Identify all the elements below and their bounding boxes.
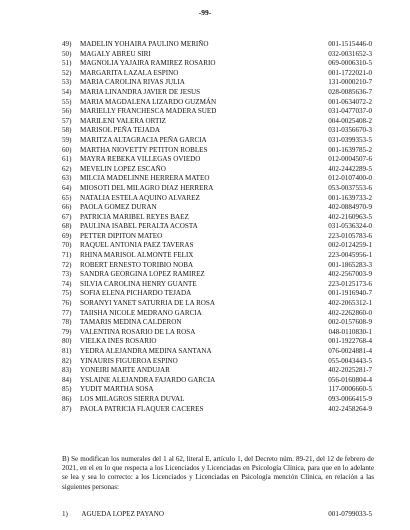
- entry-id: 223-0125173-6: [328, 279, 372, 288]
- entry-name: YUDIT MARTHA SOSA: [80, 385, 154, 394]
- entry-name: MARITZA ALTAGRACIA PEÑA GARCIA: [80, 135, 207, 144]
- entry-name: NATALIA ESTELA AQUINO ALVAREZ: [80, 193, 200, 202]
- list-item: [62, 213, 372, 223]
- entry-id: 001-1515446-0: [328, 40, 372, 48]
- entry-number: 68): [62, 222, 72, 231]
- entry-id: 001-1916940-7: [328, 289, 372, 298]
- entry-number: 70): [62, 241, 72, 250]
- list-item: [62, 280, 372, 290]
- entry-name: LOS MILAGROS SIERRA DUVAL: [80, 394, 185, 403]
- list-item: [62, 165, 372, 175]
- list-item: [62, 357, 372, 367]
- list-item: [62, 174, 372, 184]
- entry-id: 001-1922768-4: [328, 337, 372, 346]
- entry-id: 001-1639785-2: [328, 145, 372, 154]
- entry-id: 028-0085636-7: [328, 87, 372, 96]
- list-item: [62, 88, 372, 98]
- entry-id: 069-0006310-5: [328, 59, 372, 68]
- list-item: [62, 347, 372, 357]
- list-item: [62, 59, 372, 69]
- entry-number: 87): [62, 404, 72, 413]
- entry-name: MIOSOTI DEL MILAGRO DIAZ HERRERA: [80, 183, 214, 192]
- list-item: [62, 222, 372, 232]
- list-item: [62, 155, 372, 165]
- entry-name: PAOLA GOMEZ DURAN: [80, 203, 157, 212]
- entry-number: 53): [62, 78, 72, 87]
- entry-name: TAMARIS MEDINA CALDERON: [80, 318, 182, 327]
- entry-number: 74): [62, 279, 72, 288]
- entry-id: 223-0045956-1: [328, 251, 372, 260]
- entry-number: 1): [62, 510, 68, 518]
- list-item: [62, 328, 372, 338]
- list-item: [62, 69, 372, 79]
- entry-number: 64): [62, 183, 72, 192]
- list-item: [62, 117, 372, 127]
- entry-id: 076-0024881-4: [328, 347, 372, 355]
- list-item: [62, 78, 372, 88]
- entry-number: 78): [62, 318, 72, 327]
- list-item: [62, 241, 372, 251]
- entry-id: 402-2065312-1: [328, 299, 372, 308]
- list-item: [62, 366, 372, 376]
- graduate-list: [62, 40, 372, 414]
- entry-name: MAGALY ABREU SIRI: [80, 49, 151, 58]
- list-item: [62, 203, 372, 213]
- list-item: [62, 289, 372, 299]
- entry-number: 51): [62, 59, 72, 68]
- list-item: [62, 184, 372, 194]
- entry-number: 84): [62, 375, 72, 384]
- entry-id: 402-2262860-0: [328, 308, 372, 317]
- entry-number: 60): [62, 145, 72, 154]
- entry-name: MEVELIN LOPEZ ESCAÑO: [80, 164, 166, 173]
- list-item: [62, 405, 372, 415]
- list-item: [62, 299, 372, 309]
- entry-name: SANDRA GEORGINA LOPEZ RAMIREZ: [80, 270, 205, 279]
- list-item: [62, 376, 372, 386]
- entry-name: YSLAINE ALEJANDRA FAJARDO GARCIA: [80, 375, 216, 384]
- entry-id: 031-0399353-5: [328, 135, 372, 144]
- entry-number: 57): [62, 116, 72, 125]
- entry-name: SILVIA CAROLINA HENRY GUANTE: [80, 279, 197, 288]
- entry-number: 71): [62, 251, 72, 260]
- entry-number: 76): [62, 299, 72, 308]
- entry-number: 50): [62, 49, 72, 58]
- entry-name: SOFIA ELENA PICHARDO TEJADA: [80, 289, 192, 298]
- entry-id: 012-0004507-6: [328, 155, 372, 164]
- entry-number: 81): [62, 347, 72, 355]
- entry-id: 002-0124259-1: [328, 241, 372, 250]
- page-number: -99-: [198, 8, 212, 17]
- entry-name: AGUEDA LOPEZ PAYANO: [81, 510, 165, 518]
- entry-number: 54): [62, 87, 72, 96]
- entry-name: MARIA MAGDALENA LIZARDO GUZMÁN: [80, 97, 217, 106]
- entry-id: 402-2025281-7: [328, 366, 372, 375]
- entry-name: VIELKA INES ROSARIO: [80, 337, 157, 346]
- list-item: [62, 136, 372, 146]
- list-item: [62, 126, 372, 136]
- entry-number: 72): [62, 260, 72, 269]
- list-item: [62, 232, 372, 242]
- entry-number: 55): [62, 97, 72, 106]
- entry-number: 65): [62, 193, 72, 202]
- entry-id: 048-0110830-1: [328, 327, 372, 336]
- entry-name: MARIA LINANDRA JAVIER DE JESUS: [80, 87, 201, 96]
- list-item: [62, 510, 372, 520]
- list-item: [62, 251, 372, 261]
- entry-name: YINAURIS FIGUEROA ESPINO: [80, 356, 178, 365]
- entry-number: 49): [62, 40, 72, 48]
- entry-id: 031-0356670-3: [328, 126, 372, 135]
- entry-number: 82): [62, 356, 72, 365]
- entry-id: 402-0884970-9: [328, 203, 372, 212]
- list-item: [62, 50, 372, 60]
- entry-id: 131-0000210-7: [328, 78, 372, 87]
- entry-number: 80): [62, 337, 72, 346]
- entry-id: 402-2160963-5: [328, 212, 372, 221]
- entry-number: 58): [62, 126, 72, 135]
- entry-number: 85): [62, 385, 72, 394]
- entry-name: MARIA CAROLINA RIVAS JULIA: [80, 78, 185, 87]
- entry-name: MARGARITA LAZALA ESPINO: [80, 68, 179, 77]
- entry-name: TAIISHA NICOLE MEDRANO GARCIA: [80, 308, 202, 317]
- entry-number: 86): [62, 394, 72, 403]
- entry-id: 056-0160804-4: [328, 375, 372, 384]
- entry-name: MARIELLY FRANCHESCA MADERA SUED: [80, 107, 217, 116]
- entry-name: MAGNOLIA YAJAIRA RAMIREZ ROSARIO: [80, 59, 216, 68]
- entry-name: PAOLA PATRICIA FLAQUER CACERES: [80, 404, 204, 413]
- entry-number: 67): [62, 212, 72, 221]
- list-item: [62, 40, 372, 50]
- entry-name: SORANYI YANET SATURRIA DE LA ROSA: [80, 299, 215, 308]
- entry-id: 055-0043443-5: [328, 356, 372, 365]
- list-item: [62, 309, 372, 319]
- entry-name: PAULINA ISABEL PERALTA ACOSTA: [80, 222, 198, 231]
- entry-id: 001-0634072-2: [328, 97, 372, 106]
- entry-name: YEDRA ALEJANDRA MEDINA SANTANA: [80, 347, 212, 355]
- entry-name: PETTER DIPITON MATEO: [80, 231, 163, 240]
- entry-name: MARILENI VALERA ORTIZ: [80, 116, 167, 125]
- entry-id: 002-0157608-9: [328, 318, 372, 327]
- entry-number: 59): [62, 135, 72, 144]
- entry-number: 83): [62, 366, 72, 375]
- entry-id: 001-1639733-2: [328, 193, 372, 202]
- entry-number: 75): [62, 289, 72, 298]
- entry-number: 61): [62, 155, 72, 164]
- entry-name: PATRICIA MARIBEL REYES BAEZ: [80, 212, 189, 221]
- entry-number: 56): [62, 107, 72, 116]
- entry-number: 66): [62, 203, 72, 212]
- entry-id: 223-0105783-6: [328, 231, 372, 240]
- list-item: [62, 107, 372, 117]
- entry-id: 402-2458264-9: [328, 404, 372, 413]
- entry-name: RHINA MARISOL ALMONTE FELIX: [80, 251, 194, 260]
- entry-name: YONEIRI MARTE ANDUJAR: [80, 366, 170, 375]
- list-item: [62, 194, 372, 204]
- entry-number: 79): [62, 327, 72, 336]
- entry-id: 402-2442289-5: [328, 164, 372, 173]
- entry-number: 73): [62, 270, 72, 279]
- entry-number: 52): [62, 68, 72, 77]
- list-item: [62, 146, 372, 156]
- entry-name: VALENTINA ROSARIO DE LA ROSA: [80, 327, 196, 336]
- entry-name: MADELIN YOHAIRA PAULINO MERIÑO: [80, 40, 209, 48]
- list-item: [62, 337, 372, 347]
- entry-name: MILCIA MADELINNE HERRERA MATEO: [80, 174, 210, 183]
- list-item: [62, 261, 372, 271]
- list-item: [62, 385, 372, 395]
- list-item: [62, 318, 372, 328]
- entry-number: 69): [62, 231, 72, 240]
- entry-id: 012-0107400-0: [328, 174, 372, 183]
- entry-id: 004-0025408-2: [328, 116, 372, 125]
- entry-id: 001-1722021-0: [328, 68, 372, 77]
- entry-name: MARISOL PEÑA TEJADA: [80, 126, 161, 135]
- entry-id: 402-2567003-9: [328, 270, 372, 279]
- entry-id: 031-0536324-0: [328, 222, 372, 231]
- entry-name: ROBERT ERNESTO TORIBIO NOBA: [80, 260, 194, 269]
- entry-id: 093-0066415-9: [328, 394, 372, 403]
- entry-id: 001-1865283-3: [328, 260, 372, 269]
- entry-id: 031-0477037-0: [328, 107, 372, 116]
- entry-name: MARTHA NIOVETTY PETITON ROBLES: [80, 145, 208, 154]
- entry-number: 77): [62, 308, 72, 317]
- entry-number: 63): [62, 174, 72, 183]
- list-item: [62, 270, 372, 280]
- entry-id: 032-0031652-3: [328, 49, 372, 58]
- entry-number: 62): [62, 164, 72, 173]
- entry-name: MAYRA REBEKA VILLEGAS OVIEDO: [80, 155, 201, 164]
- list-item: [62, 98, 372, 108]
- list-item: [62, 395, 372, 405]
- entry-name: RAQUEL ANTONIA PAEZ TAVERAS: [80, 241, 194, 250]
- entry-id: 053-0037553-6: [328, 183, 372, 192]
- entry-id: 001-0799033-5: [328, 510, 372, 518]
- entry-id: 117-0006660-5: [328, 385, 372, 394]
- modification-paragraph: B) Se modifican los numerales del 1 al 62, literal E, artículo 1, del Decreto núm. 89-21, del 12 de febrero de 2021, en el en lo que respecta a los Licenciados y Licenciadas en Psicología Clínica, para que en lo adelante se lea y sea lo correcto: a los Licenciados y Licenciadas en Psicología mención Clínica, en relación a las siguientes personas:: [62, 455, 374, 491]
